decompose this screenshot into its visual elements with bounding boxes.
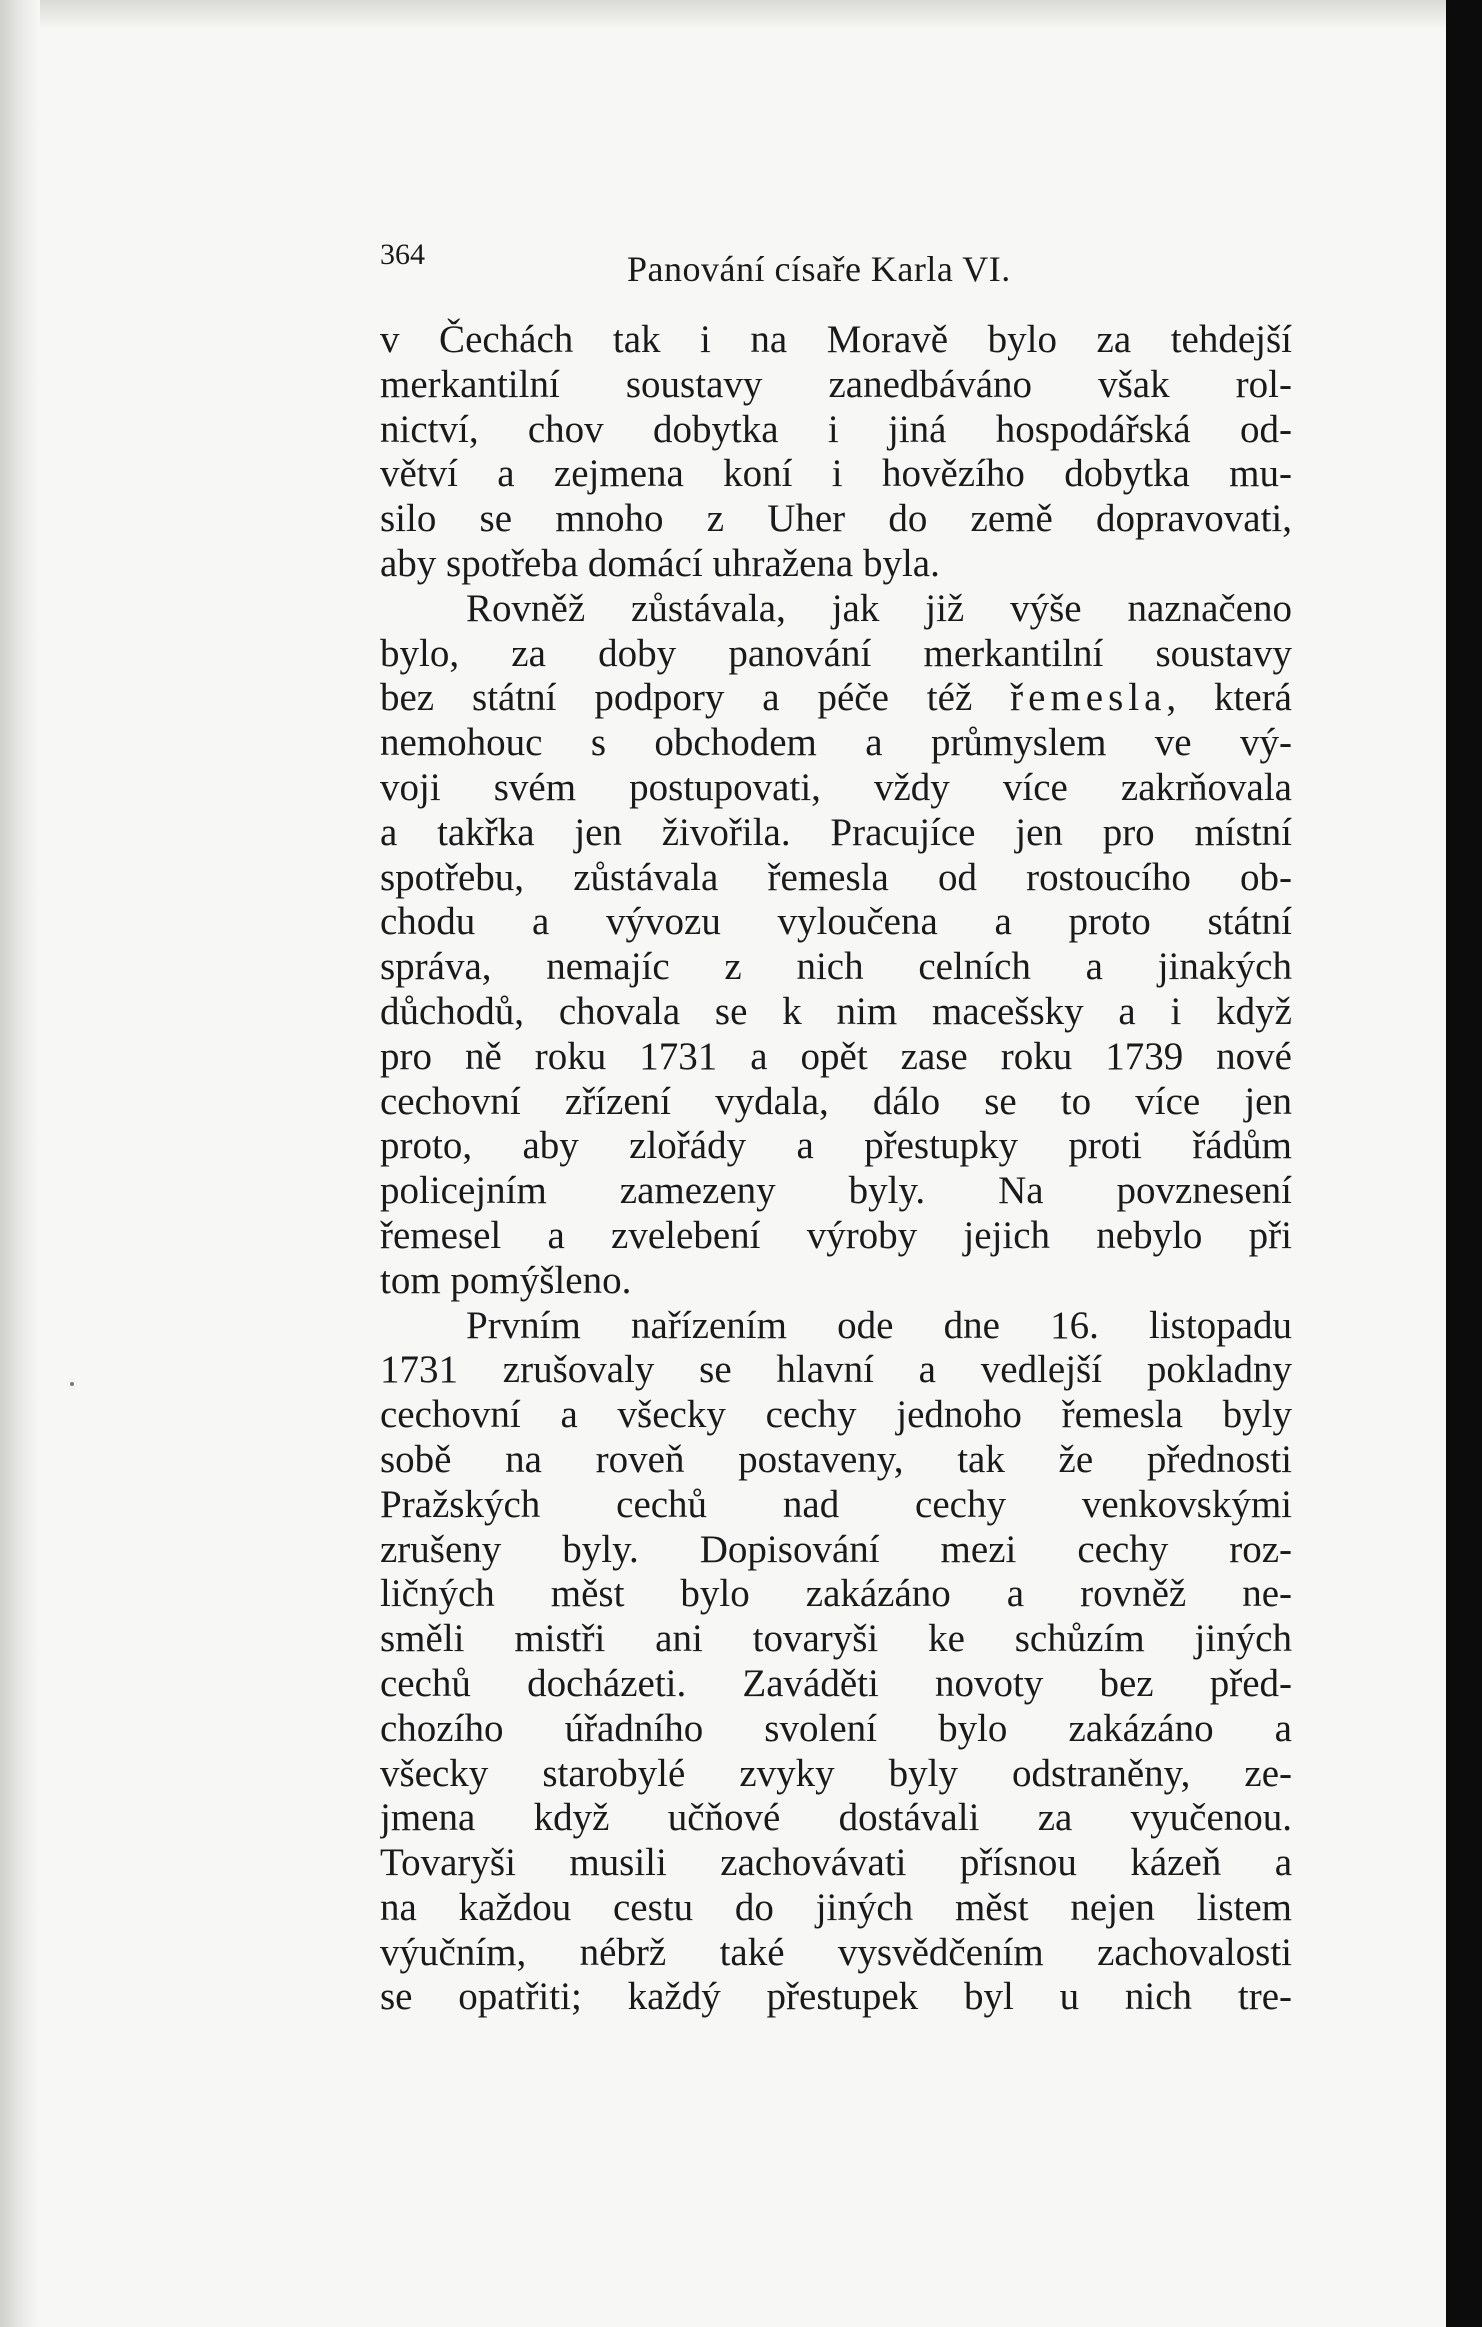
- text-line: cechovní a všecky cechy jednoho řemesla byly: [380, 1393, 1292, 1437]
- text-line: spotřebu, zůstávala řemesla od rostoucího ob-: [380, 855, 1292, 899]
- text-line: důchodů, chovala se k nim macešsky a i když: [380, 989, 1292, 1033]
- text-line: výučním, nébrž také vysvědčením zachovalosti: [380, 1930, 1292, 1974]
- text-line: Rovněž zůstávala, jak již výše naznačeno: [466, 586, 1292, 630]
- text-line: jmena když učňové dostávali za vyučenou.: [380, 1796, 1292, 1840]
- page-number: 364: [380, 238, 425, 271]
- text-line: v Čechách tak i na Moravě bylo za tehdejší: [380, 318, 1292, 361]
- page-top-shadow: [0, 0, 1482, 30]
- text-line: směli mistři ani tovaryši ke schůzím jiných: [380, 1617, 1292, 1661]
- body-text: [380, 318, 1292, 2020]
- text-line: řemesel a zvelebení výroby jejich nebylo při: [380, 1213, 1292, 1257]
- text-line: cechovní zřízení vydala, dálo se to více jen: [380, 1079, 1292, 1123]
- scan-border-right: [1446, 0, 1482, 2327]
- text-line: na každou cestu do jiných měst nejen listem: [380, 1885, 1292, 1929]
- paragraph-3: [380, 1304, 1292, 2021]
- text-line: chozího úřadního svolení bylo zakázáno a: [380, 1706, 1292, 1750]
- spaced-emphasis: řemesla: [1010, 676, 1167, 720]
- text-line: 1731 zrušovaly se hlavní a vedlejší pokladny: [380, 1348, 1292, 1392]
- text-line: Prvním nařízením ode dne 16. listopadu: [466, 1303, 1292, 1347]
- text-run: bez státní podpory a péče též: [380, 676, 1011, 720]
- text-line: nictví, chov dobytka i jiná hospodářská od-: [380, 407, 1292, 451]
- text-line: správa, nemajíc z nich celních a jinakých: [380, 945, 1292, 989]
- page-left-shadow: [0, 0, 40, 2327]
- paragraph-1: [380, 318, 1292, 587]
- text-line: pro ně roku 1731 a opět zase roku 1739 nové: [380, 1034, 1292, 1078]
- text-line: proto, aby zlořády a přestupky proti řádům: [380, 1124, 1292, 1168]
- text-line: zrušeny byly. Dopisování mezi cechy roz-: [380, 1527, 1292, 1571]
- text-line: a takřka jen živořila. Pracujíce jen pro místní: [380, 810, 1292, 854]
- scan-speck: [70, 1382, 74, 1386]
- text-line: bylo, za doby panování merkantilní soustavy: [380, 631, 1292, 675]
- text-line: se opatřiti; každý přestupek byl u nich tre-: [380, 1975, 1292, 2019]
- text-line: sobě na roveň postaveny, tak že přednosti: [380, 1437, 1292, 1481]
- text-line: tom pomýšleno.: [380, 1258, 632, 1302]
- text-line: větví a zejmena koní i hovězího dobytka mu-: [380, 452, 1292, 496]
- text-line: silo se mnoho z Uher do země dopravovati,: [380, 497, 1292, 541]
- running-title: Panování císaře Karla VI.: [627, 249, 1011, 289]
- text-line: chodu a vývozu vyloučena a proto státní: [380, 900, 1292, 944]
- text-line: aby spotřeba domácí uhražena byla.: [380, 541, 940, 585]
- text-line: [380, 676, 1292, 721]
- paragraph-2: [380, 587, 1292, 1304]
- text-line: všecky starobylé zvyky byly odstraněny, ze-: [380, 1751, 1292, 1795]
- text-line: cechů docházeti. Zaváděti novoty bez před-: [380, 1661, 1292, 1705]
- text-line: Tovaryši musili zachovávati přísnou kázeň a: [380, 1841, 1292, 1885]
- text-line: merkantilní soustavy zanedbáváno však rol-: [380, 362, 1292, 406]
- text-line: ličných měst bylo zakázáno a rovněž ne-: [380, 1572, 1292, 1616]
- text-run: , která: [1166, 676, 1292, 720]
- text-line: Pražských cechů nad cechy venkovskými: [380, 1482, 1292, 1526]
- text-line: nemohouc s obchodem a průmyslem ve vý-: [380, 721, 1292, 765]
- text-line: voji svém postupovati, vždy více zakrňovala: [380, 765, 1292, 809]
- text-line: policejním zamezeny byly. Na povznesení: [380, 1169, 1292, 1213]
